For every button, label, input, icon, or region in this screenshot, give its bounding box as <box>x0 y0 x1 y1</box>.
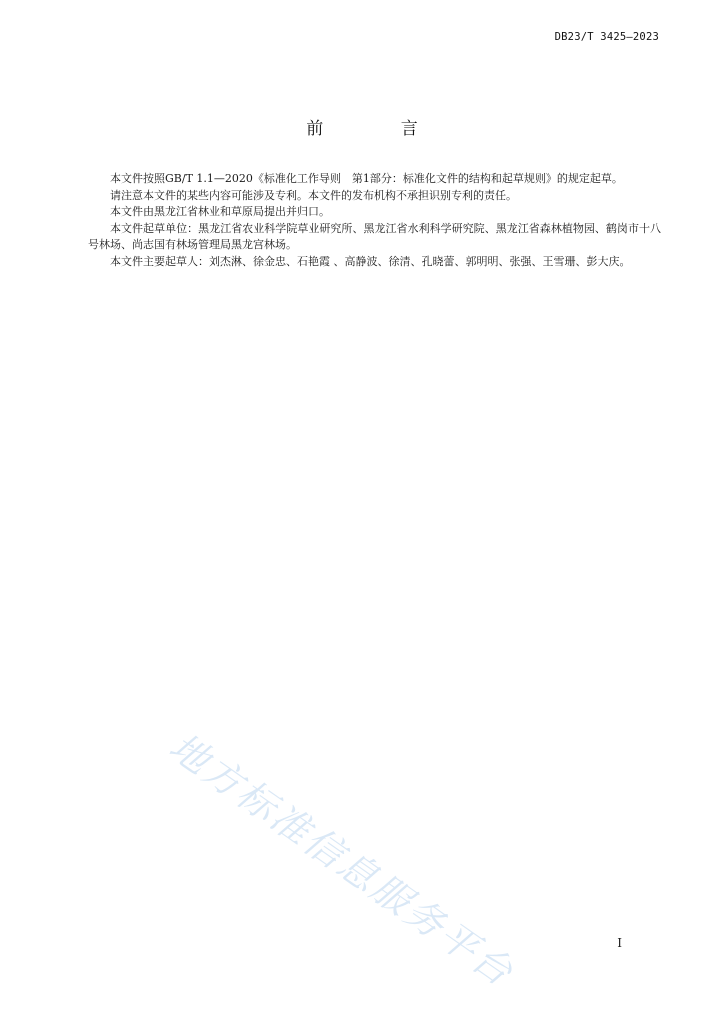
paragraph-proposer: 本文件由黑龙江省林业和草原局提出并归口。 <box>110 205 330 218</box>
watermark-text: 地方标准信息服务平台 <box>161 724 523 996</box>
paragraph-patent-notice: 请注意本文件的某些内容可能涉及专利。本文件的发布机构不承担识别专利的责任。 <box>110 188 517 202</box>
paragraph-drafting-units: 本文件起草单位：黑龙江省农业科学院草业研究所、黑龙江省水利科学研究院、黑龙江省森林植物园、鹤岗市十八号林场、尚志国有林场管理局黑龙宫林场。 <box>88 221 661 251</box>
section-title: 前 言 <box>306 119 454 139</box>
foreword-body <box>88 171 661 270</box>
paragraph-drafting-basis: 本文件按照GB/T 1.1—2020《标准化工作导则 第1部分：标准化文件的结构和起草规则》的规定起草。 <box>110 172 623 185</box>
page-number: I <box>617 936 622 950</box>
paragraph-drafters: 本文件主要起草人：刘杰淋、徐金忠、石艳霞 、高静波、徐清、孔晓蕾、郭明明、张强、王雪珊、彭大庆。 <box>110 254 631 268</box>
document-code: DB23/T 3425—2023 <box>554 31 659 43</box>
